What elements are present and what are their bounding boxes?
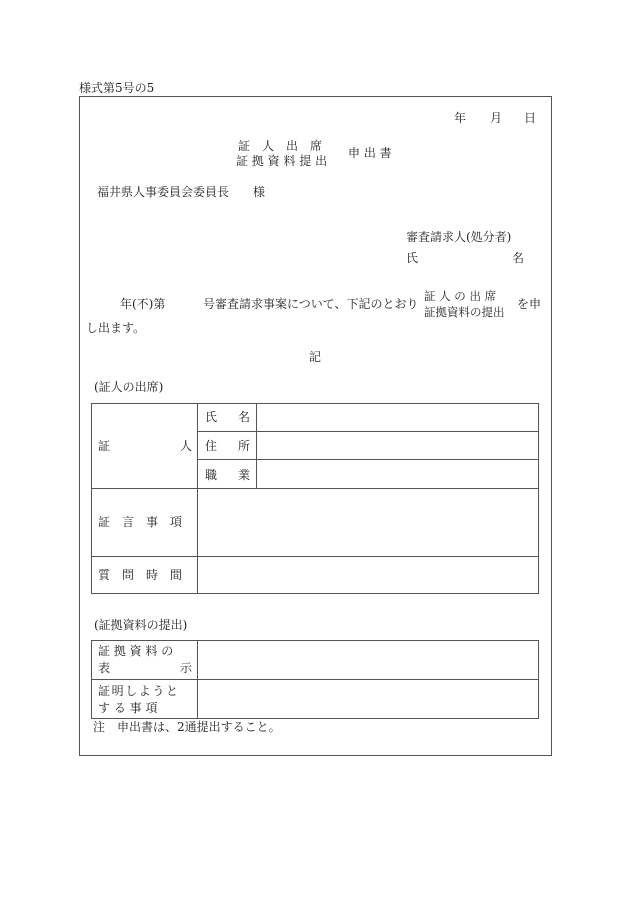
field-address-left: 住 bbox=[205, 439, 218, 453]
table-divider bbox=[91, 556, 539, 557]
date-month-label: 月 bbox=[490, 111, 503, 125]
evidence-desc-line2-right: 示 bbox=[180, 661, 193, 675]
body-option-evidence: 証拠資料の提出 bbox=[424, 305, 505, 319]
table-divider bbox=[91, 488, 539, 489]
evidence-proof-line2: す る 事 項 bbox=[98, 701, 158, 715]
ki-label: 記 bbox=[309, 350, 322, 364]
requester-name-left: 氏 bbox=[406, 251, 419, 265]
witness-label-right: 人 bbox=[180, 439, 193, 453]
body-text: 号審査請求事案について、下記のとおり bbox=[203, 297, 419, 311]
table-divider bbox=[91, 679, 539, 680]
body-tail: を申 bbox=[517, 297, 542, 311]
field-name-left: 氏 bbox=[205, 410, 218, 424]
table-divider bbox=[197, 431, 539, 432]
table-divider bbox=[197, 459, 539, 460]
date-year-label: 年 bbox=[454, 111, 467, 125]
requester-label: 審査請求人(処分者) bbox=[406, 230, 512, 244]
question-time-label: 質 問 時 間 bbox=[98, 568, 183, 582]
table-divider bbox=[256, 403, 257, 488]
field-occupation-left: 職 bbox=[205, 468, 218, 482]
title-line-witness: 証 人 出 席 bbox=[238, 139, 323, 153]
footnote: 注 申出書は、2通提出すること。 bbox=[93, 720, 281, 734]
field-address-right: 所 bbox=[238, 439, 251, 453]
evidence-desc-line1: 証 拠 資 料 の bbox=[98, 644, 174, 658]
body-option-witness: 証 人 の 出 席 bbox=[424, 289, 497, 303]
testimony-label: 証 言 事 項 bbox=[98, 515, 183, 529]
field-name-right: 名 bbox=[238, 410, 251, 424]
requester-name-right: 名 bbox=[512, 251, 525, 265]
form-number: 様式第5号の5 bbox=[79, 81, 155, 95]
evidence-proof-line1: 証明しようと bbox=[98, 684, 180, 698]
field-occupation-right: 業 bbox=[238, 468, 251, 482]
date-day-label: 日 bbox=[524, 111, 537, 125]
section-evidence-heading: (証拠資料の提出) bbox=[94, 618, 188, 632]
evidence-desc-line2-left: 表 bbox=[98, 661, 111, 675]
title-line-evidence: 証 拠 資 料 提 出 bbox=[236, 154, 328, 168]
body-case-number: 年(不)第 bbox=[120, 297, 166, 311]
section-witness-heading: (証人の出席) bbox=[94, 380, 164, 394]
body-line2: し出ます。 bbox=[86, 321, 146, 335]
witness-label-left: 証 bbox=[98, 439, 111, 453]
title-suffix: 申 出 書 bbox=[348, 146, 392, 160]
addressee: 福井県人事委員会委員長 様 bbox=[97, 185, 266, 199]
